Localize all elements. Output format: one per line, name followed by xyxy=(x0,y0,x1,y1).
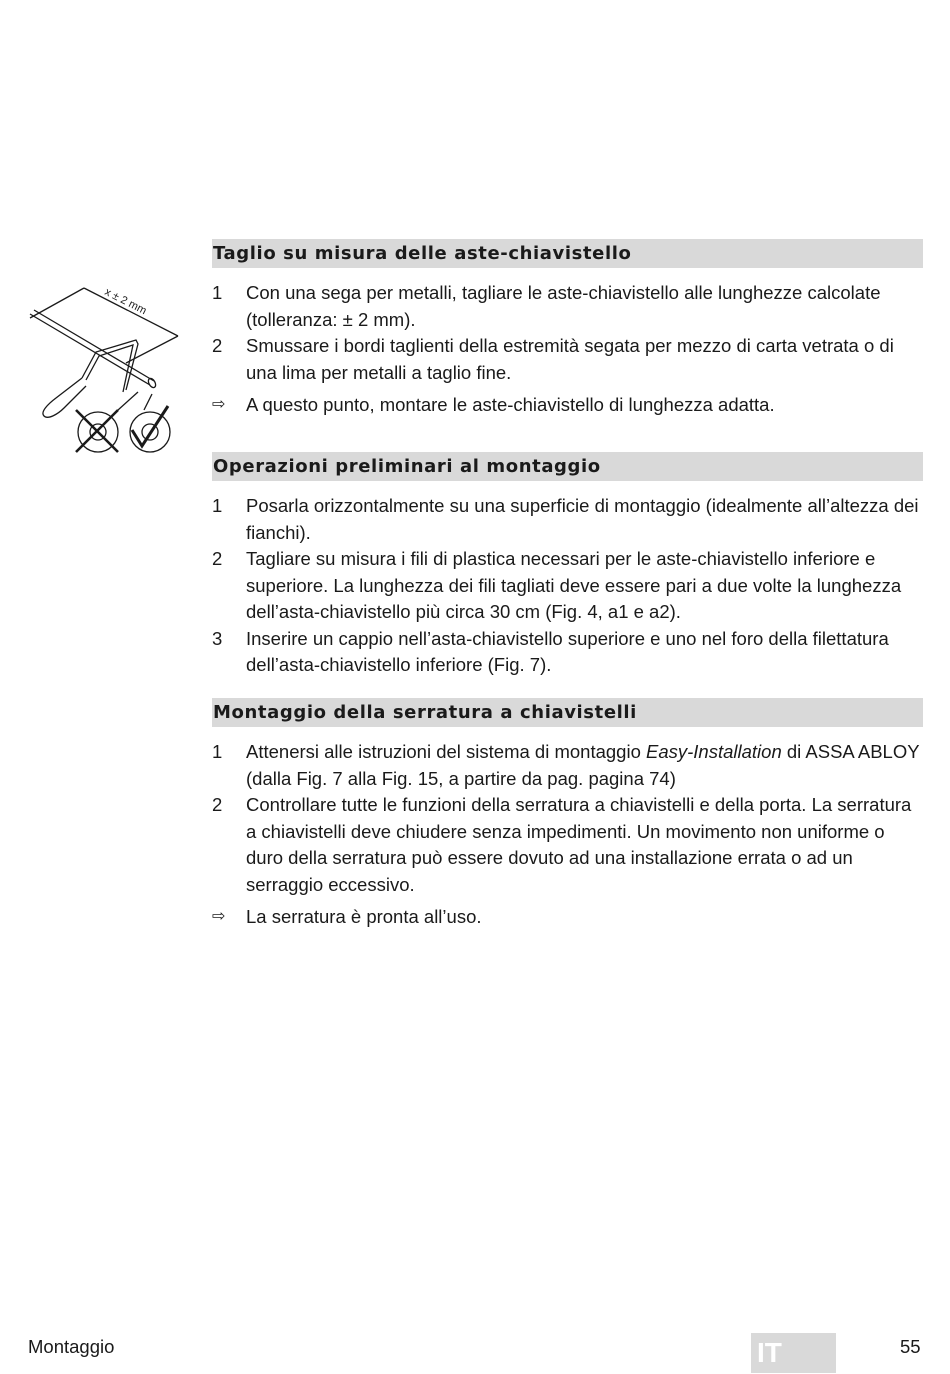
result-text: La serratura è pronta all’uso. xyxy=(246,906,482,927)
result-item xyxy=(212,904,923,931)
item-number: 1 xyxy=(212,282,223,303)
result-text: A questo punto, montare le aste-chiavistello di lunghezza adatta. xyxy=(246,394,775,415)
item-number: 2 xyxy=(212,548,223,569)
item-number: 1 xyxy=(212,495,223,516)
item-text: Smussare i bordi taglienti della estremità segata per mezzo di carta vetrata o di una lima per metalli a taglio fine. xyxy=(246,335,894,383)
item-text-italic: Easy-Installation xyxy=(646,741,782,762)
list-item xyxy=(212,626,923,679)
dimension-label: x ± 2 mm xyxy=(102,285,149,318)
section-lock-mounting xyxy=(212,698,923,931)
item-text xyxy=(246,739,923,792)
saw-cutting-illustration xyxy=(26,282,186,458)
item-number: 2 xyxy=(212,335,223,356)
language-badge: IT xyxy=(751,1333,836,1373)
section-preliminary-operations xyxy=(212,452,923,679)
list-item xyxy=(212,333,923,386)
list-item xyxy=(212,792,923,898)
item-number: 3 xyxy=(212,627,223,649)
result-arrow-icon: ⇨ xyxy=(212,396,226,413)
item-text: Inserire un cappio nell’asta-chiavistello superiore e uno nel foro della filettatura dell’asta-chiavistello inferiore (Fig. 7). xyxy=(246,627,889,675)
list-item xyxy=(212,493,923,546)
item-text-after: di ASSA ABLOY (dalla Fig. 7 alla Fig. 15, a partire da pag. pagina 74) xyxy=(246,741,920,789)
section-title: Operazioni preliminari al montaggio xyxy=(212,452,923,481)
result-arrow-icon: ⇨ xyxy=(212,908,226,925)
list-item xyxy=(212,739,923,792)
section-cutting-rods xyxy=(212,239,923,419)
item-number: 1 xyxy=(212,741,223,762)
section-title: Taglio su misura delle aste-chiavistello xyxy=(212,239,923,268)
footer-section-name: Montaggio xyxy=(28,1336,115,1357)
item-number: 2 xyxy=(212,794,223,815)
item-text: Con una sega per metalli, tagliare le aste-chiavistello alle lunghezze calcolate (tolleranza: ± 2 mm). xyxy=(246,282,881,330)
item-text: Posarla orizzontalmente su una superficie di montaggio (idealmente all’altezza dei fianchi). xyxy=(246,495,919,543)
item-text-before: Attenersi alle istruzioni del sistema di montaggio xyxy=(246,741,646,762)
page-number: 55 xyxy=(900,1336,921,1357)
list-item xyxy=(212,546,923,626)
item-text: Controllare tutte le funzioni della serratura a chiavistelli e della porta. La serratura a chiavistelli deve chiudere senza impedimenti. Un movimento non uniforme o duro della serratura può essere dovuto ad una installazione errata o ad un serraggio eccessivo. xyxy=(246,794,912,895)
item-text: Tagliare su misura i fili di plastica necessari per le aste-chiavistello inferiore e superiore. La lunghezza dei fili tagliati deve essere pari a due volte la lunghezza dell’asta-chiavistello più circa 30 cm (Fig. 4, a1 e a2). xyxy=(246,548,902,622)
section-title: Montaggio della serratura a chiavistelli xyxy=(212,698,923,727)
result-item xyxy=(212,392,923,419)
list-item xyxy=(212,280,923,333)
